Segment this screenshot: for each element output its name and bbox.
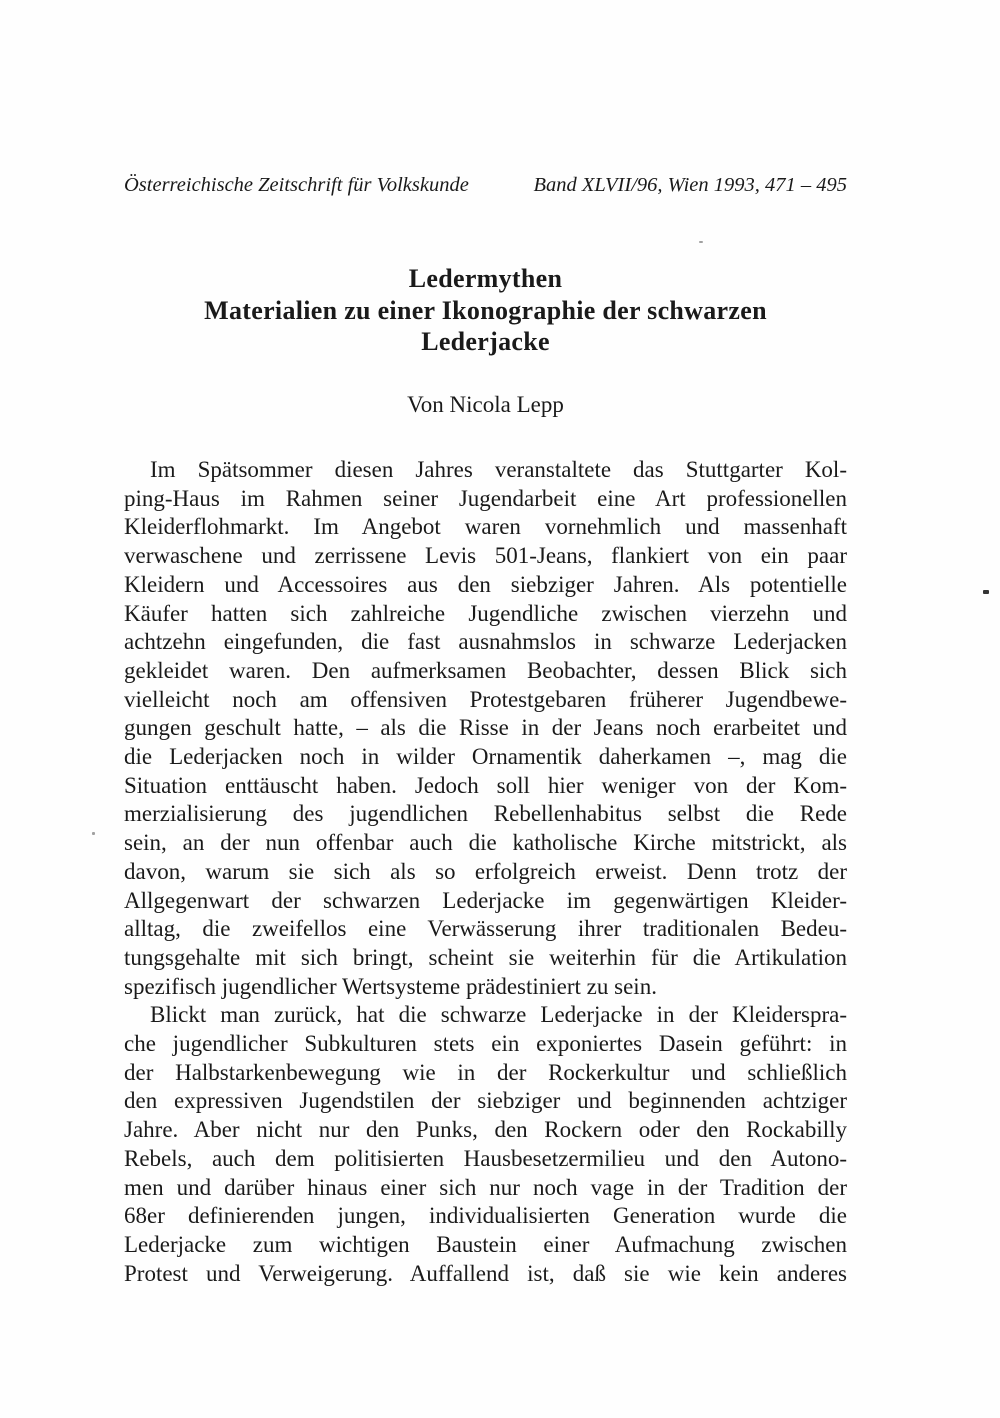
article-title <box>124 263 847 358</box>
text-line: 68er definierenden jungen, individualisierten Generation wurde die <box>124 1203 847 1229</box>
text-line: Protest und Verweigerung. Auffallend ist, daß sie wie kein anderes <box>124 1260 847 1286</box>
text-line: Rebels, auch dem politisierten Hausbesetzermilieu und den Autono- <box>124 1145 847 1171</box>
text-line: verwaschene und zerrissene Levis 501-Jeans, flankiert von ein paar <box>124 543 847 569</box>
text-line: Situation enttäuscht haben. Jedoch soll hier weniger von der Kom- <box>124 772 847 798</box>
text-line: sein, an der nun offenbar auch die katholische Kirche mitstrickt, als <box>124 830 847 856</box>
text-line: merzialisierung des jugendlichen Rebellenhabitus selbst die Rede <box>124 801 847 827</box>
paragraph-2 <box>124 1001 847 1288</box>
text-line: der Halbstarkenbewegung wie in der Rockerkultur und schließlich <box>124 1059 847 1085</box>
paragraph-1 <box>124 456 847 1001</box>
text-line: men und darüber hinaus einer sich nur noch vage in der Tradition der <box>124 1174 847 1200</box>
text-line: tungsgehalte mit sich bringt, scheint sie weiterhin für die Artikulation <box>124 944 847 970</box>
text-line: spezifisch jugendlicher Wertsysteme prädestiniert zu sein. <box>124 973 657 999</box>
title-line-1: Ledermythen <box>408 264 563 293</box>
scan-speck <box>983 590 989 594</box>
text-line: den expressiven Jugendstilen der siebziger und beginnenden achtziger <box>124 1088 847 1114</box>
text-line: davon, warum sie sich als so erfolgreich erweist. Denn trotz der <box>124 858 847 884</box>
text-line: ping-Haus im Rahmen seiner Jugendarbeit eine Art professionellen <box>124 485 847 511</box>
running-head <box>124 172 847 198</box>
text-line: Blickt man zurück, hat die schwarze Lederjacke in der Kleiderspra- <box>150 1002 847 1028</box>
text-line: Im Spätsommer diesen Jahres veranstaltete das Stuttgarter Kol- <box>150 457 847 482</box>
text-line: Kleidern und Accessoires aus den siebziger Jahren. Als potentielle <box>124 571 847 597</box>
text-line: gungen geschult hatte, – als die Risse in der Jeans noch erarbeitet und <box>124 715 847 741</box>
scan-speck <box>699 241 703 243</box>
text-line: Lederjacke zum wichtigen Baustein einer Aufmachung zwischen <box>124 1231 847 1257</box>
volume-info: Band XLVII/96, Wien 1993, 471 – 495 <box>533 174 847 196</box>
author-byline: Von Nicola Lepp <box>407 392 564 417</box>
title-line-2: Materialien zu einer Ikonographie der schwarzen <box>204 295 767 325</box>
text-line: achtzehn eingefunden, die fast ausnahmslos in schwarze Lederjacken <box>124 629 847 655</box>
text-line: gekleidet waren. Den aufmerksamen Beobachter, dessen Blick sich <box>124 657 847 683</box>
text-line: alltag, die zweifellos eine Verwässerung ihrer traditionalen Bedeu- <box>124 916 847 942</box>
journal-name: Österreichische Zeitschrift für Volkskunde <box>124 174 469 196</box>
text-line: Allgegenwart der schwarzen Lederjacke im gegenwärtigen Kleider- <box>124 887 847 913</box>
article-body <box>124 456 847 1288</box>
text-line: vielleicht noch am offensiven Protestgebaren früherer Jugendbewe- <box>124 686 847 712</box>
title-line-3: Lederjacke <box>421 327 550 356</box>
text-line: Jahre. Aber nicht nur den Punks, den Rockern oder den Rockabilly <box>124 1117 847 1143</box>
text-line: che jugendlicher Subkulturen stets ein exponiertes Dasein geführt: in <box>124 1031 847 1057</box>
scan-speck <box>92 832 95 835</box>
text-line: die Lederjacken noch in wilder Ornamentik daherkamen –, mag die <box>124 744 847 770</box>
text-line: Käufer hatten sich zahlreiche Jugendliche zwischen vierzehn und <box>124 600 847 626</box>
text-line: Kleiderflohmarkt. Im Angebot waren vornehmlich und massenhaft <box>124 514 847 540</box>
